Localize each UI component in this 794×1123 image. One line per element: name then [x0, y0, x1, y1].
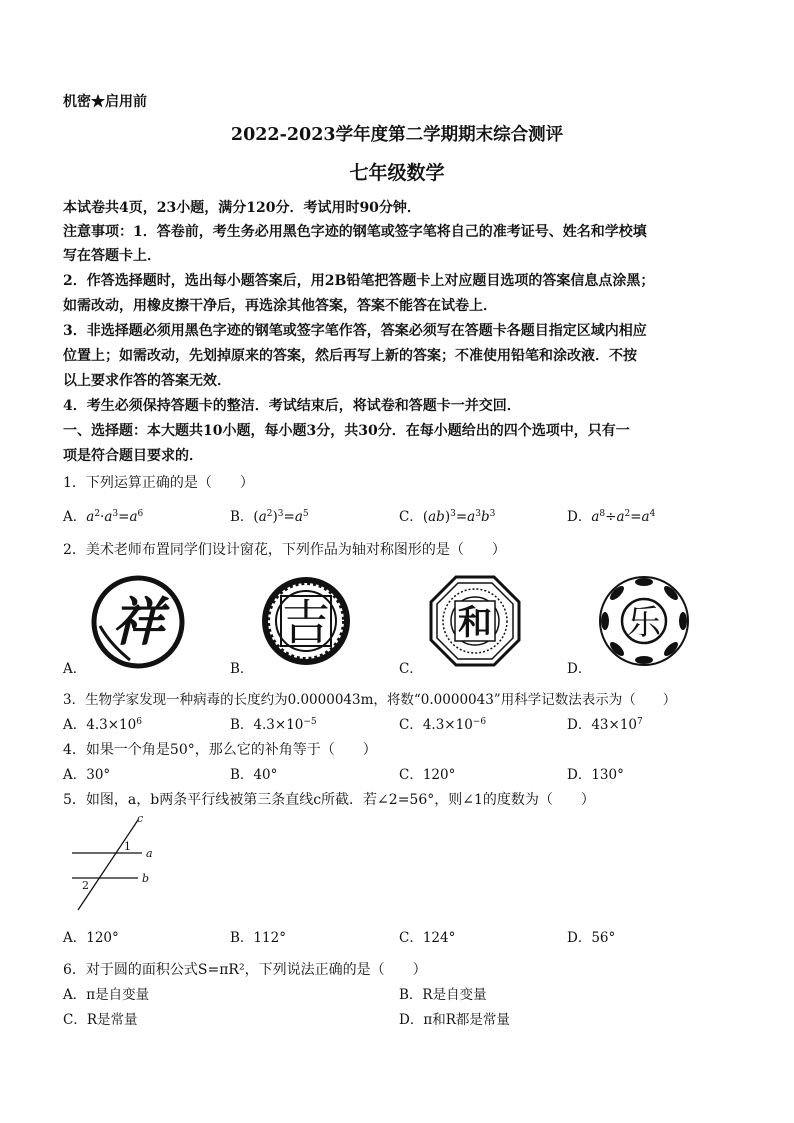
- q2-option-d: D．: [567, 661, 592, 677]
- note-1a: 注意事项：1．答卷前，考生务必用黑色字迹的钢笔或签字笔将自己的准考证号、姓名和学校填: [63, 224, 647, 240]
- q2-figure-c: [428, 574, 522, 668]
- note-3c: 以上要求作答的答案无效．: [63, 373, 231, 389]
- q6-option-a: A．π是自变量: [63, 987, 150, 1003]
- section-1-line2: 项是符合题目要求的．: [63, 448, 203, 464]
- q1-option-d: D．$a^8\div a^2=a^4$: [567, 509, 656, 525]
- q2-figure-b: [259, 574, 353, 668]
- q3-option-d: D．$43\times 10^7$: [567, 717, 643, 733]
- q6-option-c: C．R是常量: [63, 1012, 138, 1028]
- label-angle-1: 1: [124, 840, 131, 853]
- q2-option-b: B．: [230, 661, 254, 677]
- q3-option-c: C．$4.3\times 10^{-6}$: [399, 717, 487, 733]
- q5-option-d: D．56°: [567, 930, 616, 946]
- label-angle-2: 2: [82, 879, 89, 892]
- q3-option-a: A．$4.3\times 10^6$: [63, 717, 142, 733]
- note-1b: 写在答题卡上．: [63, 248, 161, 264]
- q5-option-b: B．112°: [230, 930, 286, 946]
- q4-stem: 4．如果一个角是50°，那么它的补角等于（ ）: [63, 742, 377, 758]
- q6-option-d: D．π和R都是常量: [399, 1012, 510, 1028]
- q2-figure-b-char: 吉: [281, 595, 331, 651]
- q2-figure-a-char: 祥: [111, 592, 165, 653]
- q2-figure-a: [90, 574, 186, 670]
- q2-option-c: C．: [399, 661, 423, 677]
- q5-figure: [66, 812, 166, 912]
- q5-option-a: A．120°: [63, 930, 119, 946]
- note-3a: 3．非选择题必须用黑色字迹的钢笔或签字笔作答，答案必须写在答题卡各题目指定区域内相应: [63, 323, 647, 339]
- q4-option-b: B．40°: [230, 767, 278, 783]
- note-2b: 如需改动，用橡皮擦干净后，再选涂其他答案，答案不能答在试卷上．: [63, 298, 497, 314]
- q4-option-d: D．130°: [567, 767, 624, 783]
- q1-option-b: B．$(a^2)^3=a^5$: [230, 509, 309, 525]
- q1-stem: 1．下列运算正确的是（ ）: [63, 475, 254, 491]
- label-c: c: [137, 812, 144, 825]
- exam-subtitle: 七年级数学: [349, 162, 445, 184]
- line-c: [78, 820, 138, 910]
- q2-figure-c-char: 和: [458, 603, 492, 643]
- exam-title: 2022-2023学年度第二学期期末综合测评: [230, 125, 564, 145]
- note-4: 4．考生必须保持答题卡的整洁．考试结束后，将试卷和答题卡一并交回．: [63, 398, 521, 414]
- q1-option-a: A．$a^2\cdot a^3=a^6$: [63, 509, 144, 525]
- q2-figure-d-char: 乐: [627, 603, 661, 643]
- q6-stem: 6．对于圆的面积公式S=πR²，下列说法正确的是（ ）: [63, 962, 427, 978]
- q2-stem: 2．美术老师布置同学们设计窗花，下列作品为轴对称图形的是（ ）: [63, 542, 506, 558]
- q6-option-b: B．R是自变量: [399, 987, 487, 1003]
- intro-line: 本试卷共4页，23小题，满分120分．考试用时90分钟．: [63, 200, 421, 216]
- q4-option-c: C．120°: [399, 767, 456, 783]
- label-b: b: [142, 872, 150, 885]
- q5-option-c: C．124°: [399, 930, 456, 946]
- q3-stem: 3．生物学家发现一种病毒的长度约为0.0000043m，将数“0.0000043”用科学记数法表示为（ ）: [63, 692, 677, 708]
- q2-option-a: A．: [63, 661, 87, 677]
- confidential-mark: 机密★启用前: [63, 94, 147, 110]
- q4-option-a: A．30°: [63, 767, 111, 783]
- section-1-line1: 一、选择题：本大题共10小题，每小题3分，共30分．在每小题给出的四个选项中，只有一: [63, 423, 630, 439]
- q3-option-b: B．$4.3\times 10^{-5}$: [230, 717, 317, 733]
- q2-figure-d: [597, 574, 691, 668]
- q5-stem: 5．如图，a，b两条平行线被第三条直线c所截．若∠2=56°，则∠1的度数为（ ）: [63, 792, 595, 808]
- note-3b: 位置上；如需改动，先划掉原来的答案，然后再写上新的答案；不准使用铅笔和涂改液．不按: [63, 348, 637, 364]
- note-2a: 2．作答选择题时，选出每小题答案后，用2B铅笔把答题卡上对应题目选项的答案信息点涂黑；: [63, 273, 655, 289]
- q1-option-c: C．$(ab)^3=a^3b^3$: [399, 509, 496, 525]
- label-a: a: [146, 847, 153, 860]
